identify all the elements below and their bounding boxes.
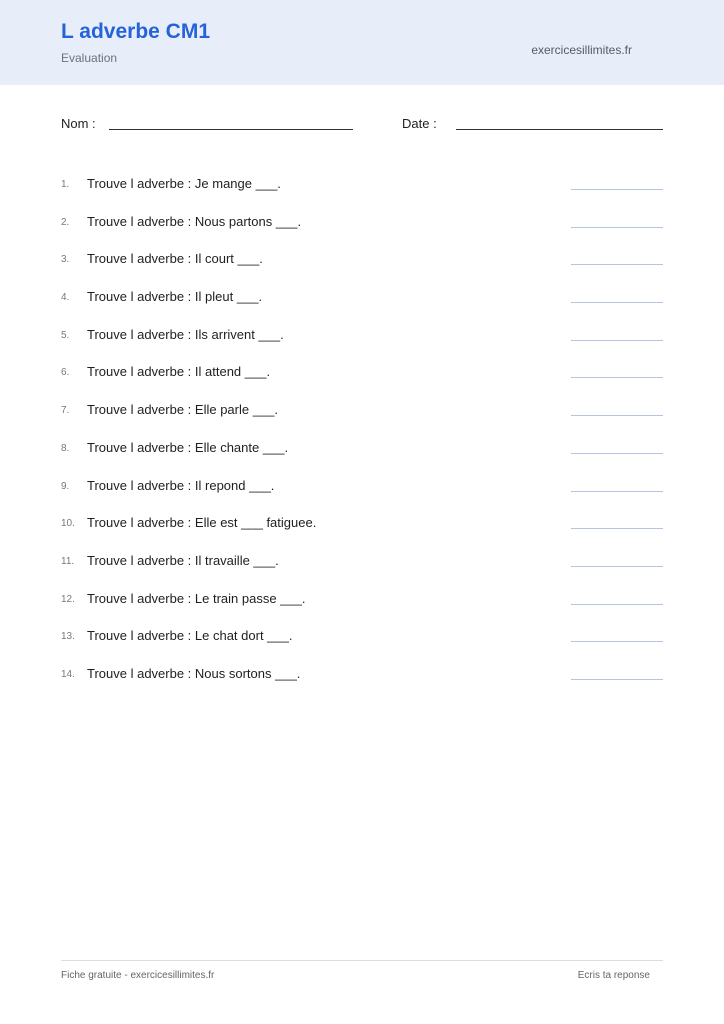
question-text: Trouve l adverbe : Il travaille ___. (87, 552, 279, 568)
footer-instruction: Ecris ta reponse (577, 970, 650, 981)
question-item (61, 239, 663, 277)
answer-line (571, 604, 663, 605)
question-number: 12. (61, 593, 75, 605)
site-name: exercicesillimites.fr (531, 43, 632, 57)
question-text: Trouve l adverbe : Il pleut ___. (87, 289, 263, 305)
name-line (109, 129, 353, 130)
question-number: 3. (61, 254, 70, 266)
answer-line (571, 377, 663, 378)
question-number: 7. (61, 405, 70, 417)
question-number: 9. (61, 480, 70, 492)
question-item (61, 164, 663, 202)
answer-line (571, 528, 663, 529)
question-item (61, 616, 663, 654)
question-item (61, 315, 663, 353)
question-number: 10. (61, 518, 75, 530)
question-text: Trouve l adverbe : Le train passe ___. (87, 590, 306, 606)
date-line (456, 129, 663, 130)
question-number: 1. (61, 179, 70, 190)
date-label: Date : (402, 116, 437, 131)
answer-line (571, 453, 663, 454)
question-text: Trouve l adverbe : Il court ___. (87, 251, 263, 267)
answer-line (571, 641, 663, 642)
question-number: 6. (61, 367, 70, 379)
answer-line (571, 302, 663, 303)
question-text: Trouve l adverbe : Elle parle ___. (87, 402, 279, 418)
question-text: Trouve l adverbe : Elle chante ___. (87, 439, 289, 455)
answer-line (571, 491, 663, 492)
question-item (61, 352, 663, 390)
question-text: Trouve l adverbe : Elle est ___ fatiguee. (87, 515, 317, 531)
question-item (61, 428, 663, 466)
question-text: Trouve l adverbe : Nous partons ___. (87, 213, 302, 229)
answer-line (571, 340, 663, 341)
answer-line (571, 264, 663, 265)
question-item (61, 277, 663, 315)
question-item (61, 503, 663, 541)
question-text: Trouve l adverbe : Ils arrivent ___. (87, 326, 284, 342)
question-item (61, 390, 663, 428)
answer-line (571, 566, 663, 567)
answer-line (571, 415, 663, 416)
question-item (61, 202, 663, 240)
worksheet-subtitle: Evaluation (61, 51, 118, 65)
footer-divider (61, 960, 663, 961)
question-number: 5. (61, 329, 70, 341)
answer-line (571, 679, 663, 680)
question-text: Trouve l adverbe : Il attend ___. (87, 364, 271, 380)
question-text: Trouve l adverbe : Nous sortons ___. (87, 665, 301, 681)
question-text: Trouve l adverbe : Le chat dort ___. (87, 628, 293, 644)
question-text: Trouve l adverbe : Il repond ___. (87, 477, 275, 493)
question-text: Trouve l adverbe : Je mange ___. (87, 176, 281, 191)
question-number: 8. (61, 442, 70, 454)
footer-source: Fiche gratuite - exercicesillimites.fr (61, 970, 215, 981)
name-label: Nom : (61, 116, 96, 131)
question-number: 13. (61, 631, 75, 643)
question-item (61, 541, 663, 579)
worksheet-header (0, 0, 724, 85)
question-number: 11. (61, 555, 75, 567)
question-list (61, 164, 663, 692)
question-number: 2. (61, 216, 70, 228)
question-item (61, 654, 663, 692)
answer-line (571, 227, 663, 228)
question-number: 14. (61, 668, 75, 680)
answer-line (571, 189, 663, 190)
question-number: 4. (61, 292, 70, 304)
question-item (61, 579, 663, 617)
worksheet-title: L adverbe CM1 (61, 20, 210, 43)
question-item (61, 466, 663, 504)
